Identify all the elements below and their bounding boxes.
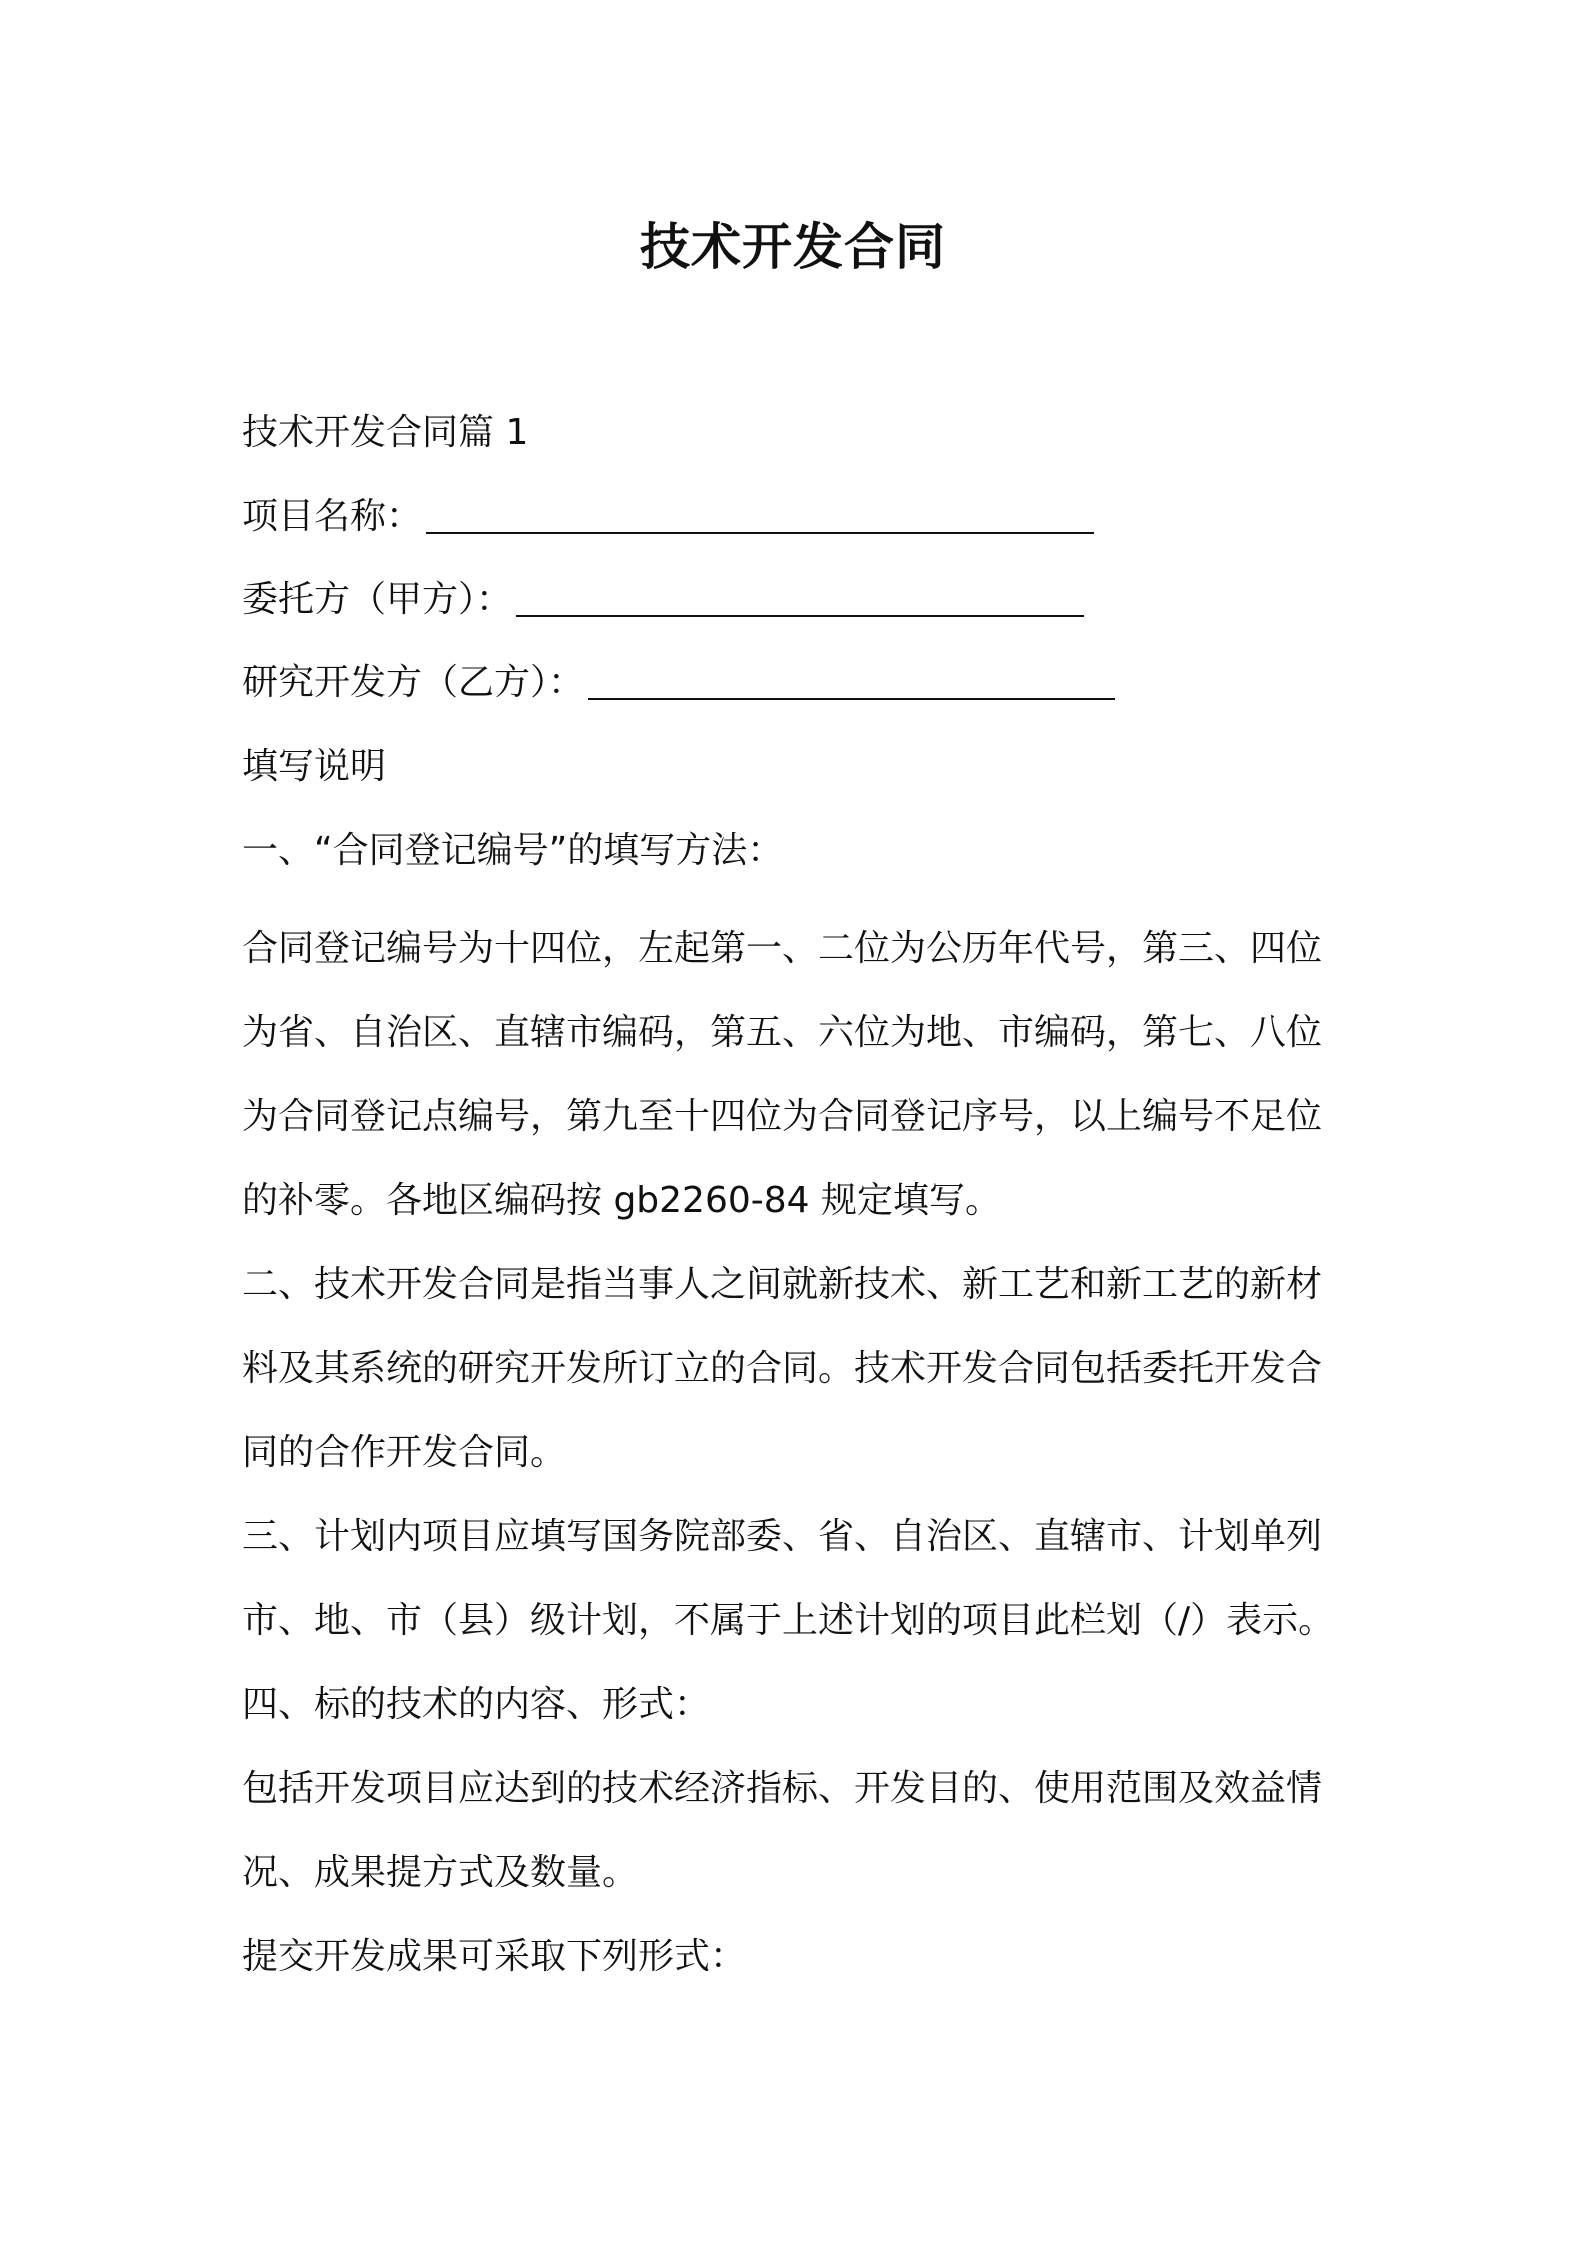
project-name-field [242,489,1362,545]
section-4 [242,1663,1362,1999]
section-1 [242,823,1362,1243]
section-2 [242,1243,1362,1495]
project-name-blank[interactable] [426,496,1094,534]
contract-subtitle: 技术开发合同篇 1 [242,412,529,453]
section-1-line: 为省、自治区、直辖市编码，第五、六位为地、市编码，第七、八位 [242,1012,1323,1053]
section-1-line: 的补零。各地区编码按 gb2260-84 规定填写。 [242,1180,1002,1221]
section-3 [242,1495,1362,1663]
developer-party-blank[interactable] [588,662,1115,700]
section-1-line: 为合同登记点编号，第九至十四位为合同登记序号，以上编号不足位 [242,1096,1323,1137]
developer-party-field [242,655,1362,711]
section-2-line: 同的合作开发合同。 [242,1432,567,1473]
section-1-line: 合同登记编号为十四位，左起第一、二位为公历年代号，第三、四位 [242,928,1323,969]
section-4-heading: 四、标的技术的内容、形式： [242,1684,711,1725]
section-2-line: 料及其系统的研究开发所订立的合同。技术开发合同包括委托开发合 [242,1348,1323,1389]
section-1-heading: 一、“合同登记编号”的填写方法： [242,830,784,871]
section-3-line: 市、地、市（县）级计划，不属于上述计划的项目此栏划（/）表示。 [242,1600,1335,1641]
section-4-line: 况、成果提方式及数量。 [242,1852,639,1893]
section-4-last-line: 提交开发成果可采取下列形式： [242,1936,747,1977]
client-party-blank[interactable] [516,579,1084,617]
section-3-line: 三、计划内项目应填写国务院部委、省、自治区、直辖市、计划单列 [242,1516,1323,1557]
section-2-line: 二、技术开发合同是指当事人之间就新技术、新工艺和新工艺的新材 [242,1264,1323,1305]
section-4-line: 包括开发项目应达到的技术经济指标、开发目的、使用范围及效益情 [242,1768,1323,1809]
document-body [242,405,1362,1999]
developer-party-label: 研究开发方（乙方）： [242,662,585,703]
document-title: 技术开发合同 [640,218,946,276]
instructions-heading: 填写说明 [242,746,387,787]
client-party-label: 委托方（甲方）： [242,579,513,620]
project-name-label: 项目名称： [242,496,423,537]
client-party-field [242,572,1362,628]
